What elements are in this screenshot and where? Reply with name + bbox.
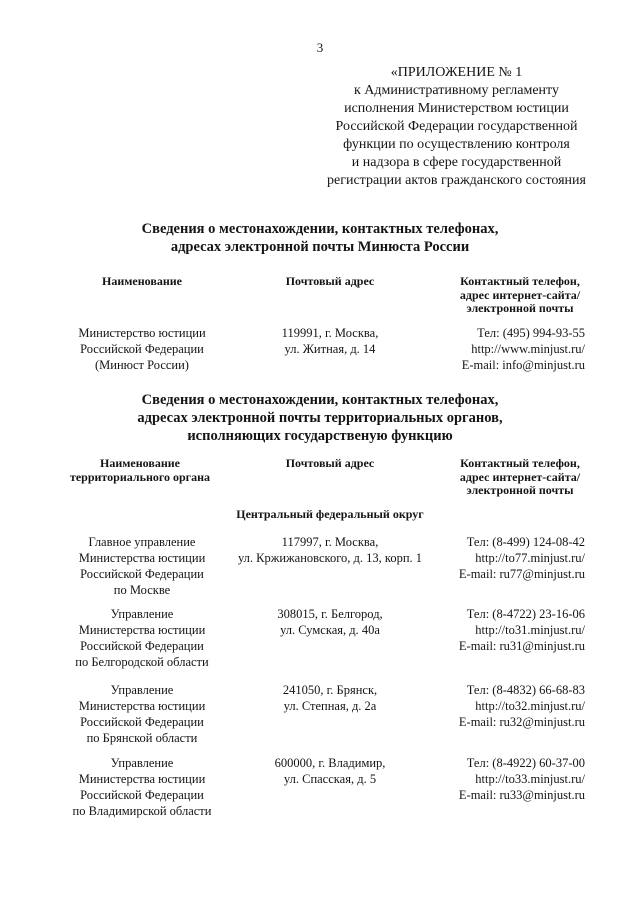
appendix-line: Российской Федерации государственной bbox=[335, 119, 578, 134]
appendix-line: функции по осуществлению контроля bbox=[343, 137, 570, 152]
email-link[interactable]: E-mail: ru32@minjust.ru bbox=[458, 715, 585, 729]
federal-district-title: Центральный федеральный округ bbox=[236, 507, 424, 521]
appendix-line: регистрации актов гражданского состояния bbox=[327, 173, 586, 188]
page-number: 3 bbox=[316, 40, 324, 55]
website-link[interactable]: http://to77.minjust.ru/ bbox=[475, 551, 585, 565]
column-header-territorial-name: Наименование территориального органа bbox=[69, 456, 211, 484]
website-link[interactable]: http://to32.minjust.ru/ bbox=[475, 699, 585, 713]
territorial-contacts-cell: Тел: (8-4722) 23-16-06 http://to31.minjust.ru/ E-mail: ru31@minjust.ru bbox=[430, 606, 585, 654]
appendix-line: и надзора в сфере государственной bbox=[351, 155, 562, 170]
column-header-address: Почтовый адрес bbox=[285, 456, 375, 470]
heading-line: адресах электронной почты территориальных органов, bbox=[137, 410, 503, 426]
website-link[interactable]: http://www.minjust.ru/ bbox=[471, 342, 585, 356]
ministry-address-cell: 119991, г. Москва, ул. Житная, д. 14 bbox=[281, 326, 379, 356]
appendix-line: исполнения Министерством юстиции bbox=[344, 101, 569, 116]
territorial-name-cell: Управление Министерства юстиции Российской Федерации по Брянской области bbox=[78, 683, 206, 745]
website-link[interactable]: http://to31.minjust.ru/ bbox=[475, 623, 585, 637]
section-heading-ministry bbox=[0, 220, 640, 256]
appendix-line: «ПРИЛОЖЕНИЕ № 1 bbox=[390, 65, 523, 80]
heading-line: Сведения о местонахождении, контактных телефонах, bbox=[141, 221, 499, 237]
section-heading-territorial bbox=[0, 391, 640, 445]
email-link[interactable]: E-mail: ru33@minjust.ru bbox=[458, 788, 585, 802]
territorial-name-cell: Управление Министерства юстиции Российской Федерации по Владимирской области bbox=[72, 756, 212, 818]
heading-line: исполняющих государственую функцию bbox=[187, 428, 453, 444]
territorial-contacts-cell: Тел: (8-4832) 66-68-83 http://to32.minjust.ru/ E-mail: ru32@minjust.ru bbox=[430, 682, 585, 730]
territorial-contacts-cell: Тел: (8-4922) 60-37-00 http://to33.minjust.ru/ E-mail: ru33@minjust.ru bbox=[430, 755, 585, 803]
appendix-header bbox=[300, 64, 613, 190]
website-link[interactable]: http://to33.minjust.ru/ bbox=[475, 772, 585, 786]
ministry-contacts-cell: Тел: (495) 994-93-55 http://www.minjust.ru/ E-mail: info@minjust.ru bbox=[430, 325, 585, 373]
territorial-address-cell: 241050, г. Брянск, ул. Степная, д. 2а bbox=[282, 683, 378, 713]
ministry-name-cell: Министерство юстиции Российской Федерации (Минюст России) bbox=[78, 326, 206, 372]
territorial-address-cell: 308015, г. Белгород, ул. Сумская, д. 40а bbox=[277, 607, 383, 637]
heading-line: Сведения о местонахождении, контактных телефонах, bbox=[141, 392, 499, 408]
column-header-contacts: Контактный телефон, адрес интернет-сайта/ электронной почты bbox=[459, 274, 581, 315]
territorial-contacts-cell: Тел: (8-499) 124-08-42 http://to77.minjust.ru/ E-mail: ru77@minjust.ru bbox=[430, 534, 585, 582]
appendix-line: к Административному регламенту bbox=[354, 83, 559, 98]
column-header-contacts: Контактный телефон, адрес интернет-сайта/ электронной почты bbox=[459, 456, 581, 497]
territorial-name-cell: Главное управление Министерства юстиции Российской Федерации по Москве bbox=[78, 535, 206, 597]
territorial-address-cell: 117997, г. Москва, ул. Кржижановского, д. 13, корп. 1 bbox=[237, 535, 423, 565]
territorial-address-cell: 600000, г. Владимир, ул. Спасская, д. 5 bbox=[274, 756, 386, 786]
heading-line: адресах электронной почты Минюста России bbox=[170, 239, 470, 255]
email-link[interactable]: E-mail: info@minjust.ru bbox=[461, 358, 585, 372]
email-link[interactable]: E-mail: ru31@minjust.ru bbox=[458, 639, 585, 653]
column-header-name: Наименование bbox=[102, 274, 182, 288]
column-header-address: Почтовый адрес bbox=[285, 274, 375, 288]
territorial-name-cell: Управление Министерства юстиции Российской Федерации по Белгородской области bbox=[75, 607, 209, 669]
email-link[interactable]: E-mail: ru77@minjust.ru bbox=[458, 567, 585, 581]
